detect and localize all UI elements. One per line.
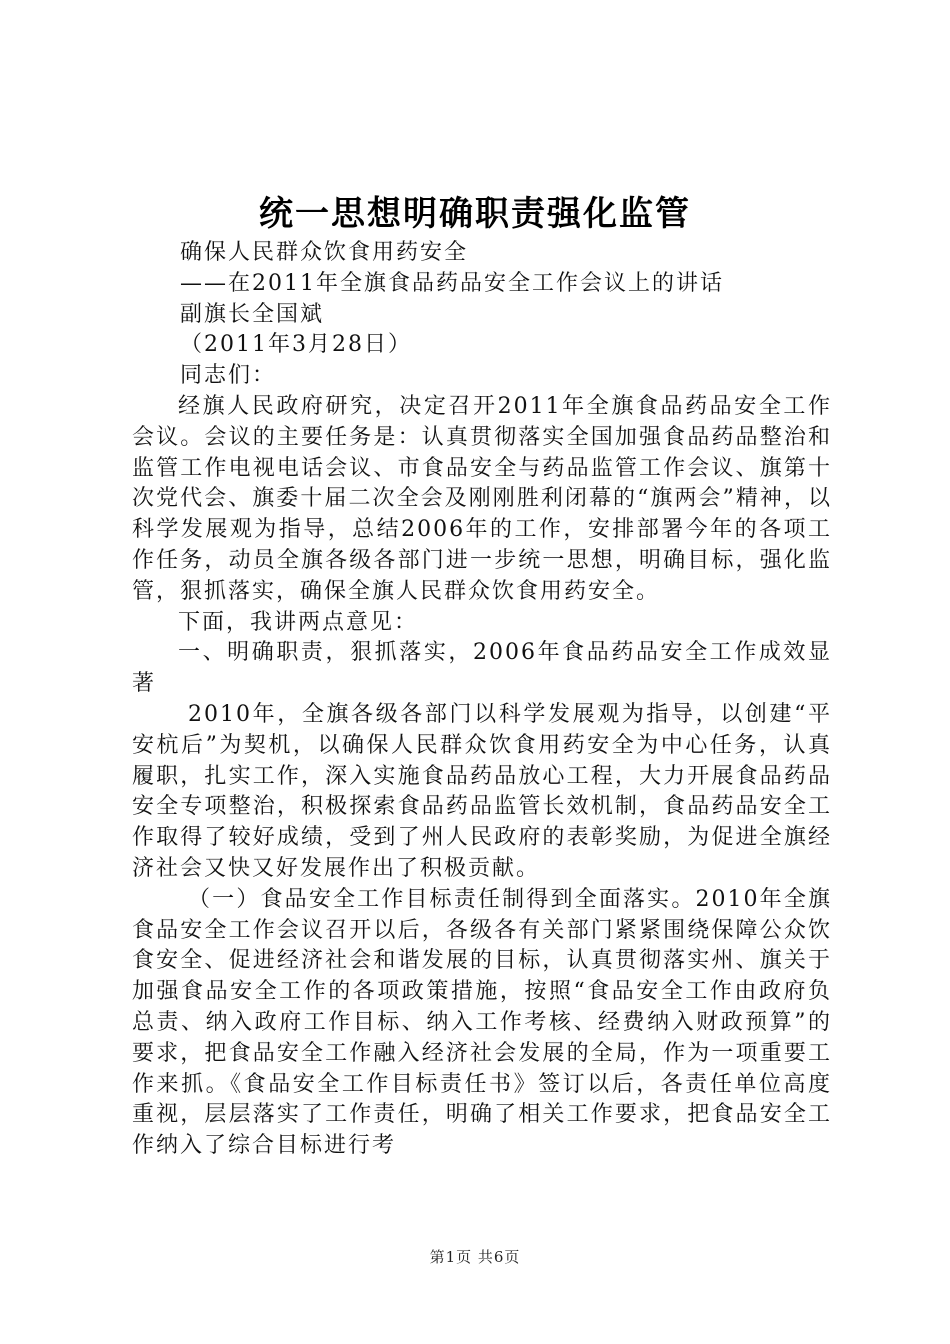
document-body [132,238,832,1162]
document-title: 统一思想明确职责强化监管 [259,194,691,234]
section-heading-1: 一、明确职责，狠抓落实，2006年食品药品安全工作成效显著 [132,640,832,697]
speech-occasion: ——在2011年全旗食品药品安全工作会议上的讲话 [180,270,724,296]
speaker-name: 副旗长全国斌 [180,301,325,327]
paragraph-transition: 下面，我讲两点意见： [178,609,419,635]
paragraph-achievements: 2010年，全旗各级各部门以科学发展观为指导，以创建“平安杭后”为契机，以确保人民群众饮食用药安全为中心任务，认真履职，扎实工作，深入实施食品药品放心工程，大力开展食品药品安全专项整治，积极探索食品药品监管长效机制，食品药品安全工作取得了较好成绩，受到了州人民政府的表彰奖励，为促进全旗经济社会又快又好发展作出了积极贡献。 [132,701,832,881]
salutation: 同志们： [180,363,277,389]
paragraph-subsection-1: （一）食品安全工作目标责任制得到全面落实。2010年全旗食品安全工作会议召开以后，各级各有关部门紧紧围绕保障公众饮食安全、促进经济社会和谐发展的目标，认真贯彻落实州、旗关于加强食品安全工作的各项政策措施，按照“食品安全工作由政府负总责、纳入政府工作目标、纳入工作考核、经费纳入财政预算”的要求，把食品安全工作融入经济社会发展的全局，作为一项重要工作来抓。《食品安全工作目标责任书》签订以后，各责任单位高度重视，层层落实了工作责任，明确了相关工作要求，把食品安全工作纳入了综合目标进行考 [132,886,832,1159]
document-subtitle: 确保人民群众饮食用药安全 [180,240,469,265]
speech-date: （2011年3月28日） [180,332,412,358]
page-footer: 第1页 共6页 [429,1248,521,1266]
paragraph-intro: 经旗人民政府研究，决定召开2011年全旗食品药品安全工作会议。会议的主要任务是：认真贯彻落实全国加强食品药品整治和监管工作电视电话会议、市食品安全与药品监管工作会议、旗第十次党代会、旗委十届二次全会及刚刚胜利闭幕的“旗两会”精神，以科学发展观为指导，总结2006年的工作，安排部署今年的各项工作任务，动员全旗各级各部门进一步统一思想，明确目标，强化监管，狠抓落实，确保全旗人民群众饮食用药安全。 [132,393,832,604]
